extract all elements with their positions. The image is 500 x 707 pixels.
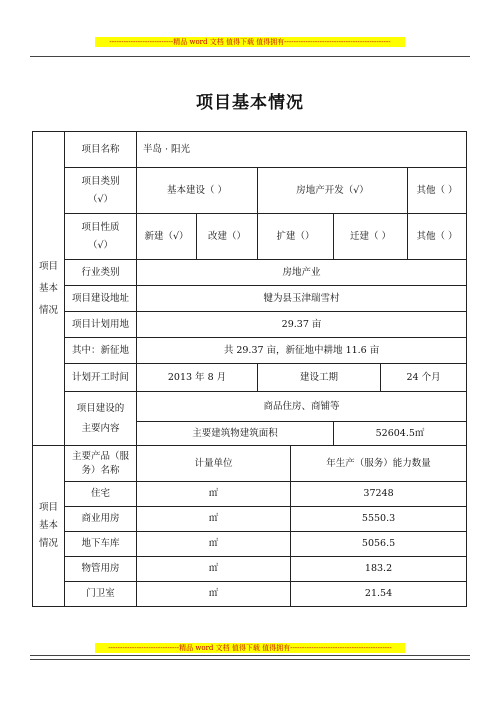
- footer-rule-top: [30, 655, 470, 656]
- main-content-label: 项目建设的 主要内容: [65, 392, 137, 446]
- start-time-value: 2013 年 8 月: [137, 364, 258, 392]
- product-name: 门卫室: [65, 582, 137, 607]
- table-row: [33, 582, 467, 607]
- address-label: 项目建设地址: [65, 286, 137, 312]
- address-value: 犍为县玉津瑞雪村: [137, 286, 467, 312]
- product-name: 物管用房: [65, 557, 137, 582]
- product-name: 商业用房: [65, 507, 137, 532]
- product-qty: 21.54: [291, 582, 467, 607]
- table-row: [33, 507, 467, 532]
- construction-period-value: 24 个月: [381, 364, 467, 392]
- product-name: 住宅: [65, 482, 137, 507]
- product-qty: 37248: [291, 482, 467, 507]
- footer-rule-bottom: [30, 659, 470, 660]
- new-land-value: 共 29.37 亩，新征地中耕地 11.6 亩: [137, 338, 467, 364]
- start-time-label: 计划开工时间: [65, 364, 137, 392]
- product-unit: ㎡: [137, 507, 291, 532]
- table-row: [33, 482, 467, 507]
- table-row: [33, 557, 467, 582]
- project-name-label: 项目名称: [65, 132, 137, 168]
- industry-value: 房地产业: [137, 260, 467, 286]
- nature-expand: 扩建（）: [258, 214, 334, 260]
- construction-period-label: 建设工期: [258, 364, 381, 392]
- main-content-value: 商品住房、商铺等: [137, 392, 467, 422]
- nature-relocate: 迁建（ ）: [334, 214, 408, 260]
- project-nature-label: 项目性质 （√）: [65, 214, 137, 260]
- building-area-value: 52604.5㎡: [334, 422, 467, 446]
- header-banner: ---------------------------精品 word 文档 值得下载 值得拥有---------------------------------------------: [95, 37, 405, 47]
- nature-rebuild: 改建（）: [197, 214, 258, 260]
- nature-other: 其他（ ）: [408, 214, 467, 260]
- page-title: 项目基本情况: [196, 93, 304, 113]
- industry-label: 行业类别: [65, 260, 137, 286]
- land-value: 29.37 亩: [137, 312, 467, 338]
- section-label-products: 项目 基本 情况: [33, 446, 65, 607]
- footer-banner: ------------------------------精品 word 文档 值得下载 值得拥有-------------------------------------------: [95, 643, 405, 653]
- category-real-estate: 房地产开发（√）: [258, 168, 408, 214]
- project-info-table: [32, 131, 467, 607]
- unit-header: 计量单位: [137, 446, 291, 482]
- product-unit: ㎡: [137, 557, 291, 582]
- capacity-header: 年生产（服务）能力数量: [291, 446, 467, 482]
- product-qty: 5550.3: [291, 507, 467, 532]
- new-land-label: 其中：新征地: [65, 338, 137, 364]
- product-name: 地下车库: [65, 532, 137, 557]
- section-label-basic: 项目 基本 情况: [33, 132, 65, 446]
- product-unit: ㎡: [137, 482, 291, 507]
- project-name-value: 半岛 · 阳光: [137, 132, 467, 168]
- project-category-label: 项目类别 （√）: [65, 168, 137, 214]
- product-name-header: 主要产品（服 务）名称: [65, 446, 137, 482]
- header-rule: [30, 56, 470, 57]
- product-unit: ㎡: [137, 532, 291, 557]
- table-row: [33, 532, 467, 557]
- land-label: 项目计划用地: [65, 312, 137, 338]
- nature-new: 新建（√）: [137, 214, 197, 260]
- product-unit: ㎡: [137, 582, 291, 607]
- product-qty: 183.2: [291, 557, 467, 582]
- category-other: 其他（ ）: [408, 168, 467, 214]
- product-qty: 5056.5: [291, 532, 467, 557]
- category-basic-construction: 基本建设（ ）: [137, 168, 258, 214]
- building-area-label: 主要建筑物建筑面积: [137, 422, 334, 446]
